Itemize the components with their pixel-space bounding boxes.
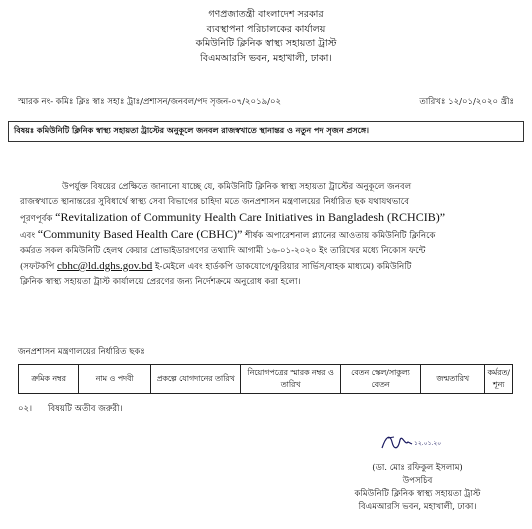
note-text: বিষয়টি অতীব জরুরী।	[48, 404, 123, 414]
subject-box: বিষয়ঃ কমিউনিটি ক্লিনিক স্বাস্থ্য সহায়তা ট্রাস্টের অনুকূলে জনবল রাজস্বখাতে স্থানান্তর ও নতুন পদ সৃজন প্রসঙ্গে।	[8, 121, 524, 142]
format-label: জনপ্রশাসন মন্ত্রণালয়ের নির্ধারিত ছকঃ	[18, 347, 145, 357]
email-link[interactable]: cbhc@ld.dghs.gov.bd	[57, 260, 153, 272]
table-header: জন্মতারিখ	[420, 365, 485, 394]
signature-graphic	[378, 430, 442, 456]
signatory-designation: উপসচিব	[402, 476, 433, 486]
letterhead	[0, 8, 532, 66]
body-text-fragment: শীর্ষক অপারেশনাল প্ল্যানের আওতায় কমিউনিটি ক্লিনিকে	[245, 231, 436, 241]
office-name: ব্যবস্থাপনা পরিচালকের কার্যালয়	[206, 23, 326, 35]
table-header: নাম ও পদবী	[79, 365, 151, 394]
table-header: বেতন স্কেল/সাকুল্য বেতন	[341, 365, 421, 394]
memo-number: স্মারক নং- কমিঃ ক্লিঃ স্বাঃ সহাঃ ট্রাঃ/প্রশাসন/জনবল/পদ সৃজন-০৭/২০১৯/০২	[18, 97, 282, 107]
table-header: ক্রমিক নম্বর	[19, 365, 79, 394]
body-line	[20, 210, 512, 227]
trust-name: কমিউনিটি ক্লিনিক স্বাস্থ্য সহায়তা ট্রাস্ট	[195, 38, 337, 49]
format-table	[18, 364, 513, 394]
table-header: প্রকল্পে যোগদানের তারিখ	[151, 365, 241, 394]
body-text-fragment: এবং	[20, 231, 36, 241]
body-line	[20, 259, 512, 275]
body-line: কর্মরত সকল কমিউনিটি হেলথ কেয়ার প্রোভাইডারগণের তথ্যাদি আগামী ১৬-০১-২০২০ ইং তারিখের মধ্যে নিকোস ফন্টে	[20, 246, 426, 256]
body-line	[20, 227, 512, 244]
signatory-block	[330, 462, 505, 514]
note-line	[18, 402, 123, 416]
handwritten-signature	[378, 430, 442, 456]
table-header: নিয়োগপত্রের স্মারক নম্বর ও তারিখ	[241, 365, 341, 394]
project-name-rchcib: “Revitalization of Community Health Care Initiatives in Bangladesh (RCHCIB)”	[55, 210, 446, 224]
signatory-org: কমিউনিটি ক্লিনিক স্বাস্থ্য সহায়তা ট্রাস্ট	[354, 489, 481, 499]
body-text-fragment: পূরণপূর্বক	[20, 214, 53, 224]
signatory-address: বিএমআরসি ভবন, মহাখালী, ঢাকা।	[358, 502, 477, 512]
govt-name: গণপ্রজাতন্ত্রী বাংলাদেশ সরকার	[208, 9, 324, 20]
note-number: ০২।	[18, 404, 33, 414]
memo-date: তারিখঃ ১২/০১/২০২০ খ্রীঃ	[419, 97, 514, 107]
letter-body	[20, 180, 512, 290]
body-text-fragment: (সফটকপি	[20, 262, 55, 272]
table-header: কর্মরত/শূন্য	[485, 365, 513, 394]
signature-date: ১২.০১.২০	[414, 440, 442, 447]
body-line: ক্লিনিক স্বাস্থ্য সহায়তা ট্রাস্ট কার্যালয়ে প্রেরণের জন্য নির্দেশক্রমে অনুরোধ করা হলো।	[20, 277, 301, 287]
body-line: রাজস্বখাতে স্থানান্তরের সুবিধার্থে স্বাস্থ্য সেবা বিভাগের চাহিদা মতে জনপ্রশাসন মন্ত্রণালয়ের নির্ধারিত ছক যথাযথভাবে	[20, 197, 409, 207]
office-address: বিএমআরসি ভবন, মহাখালী, ঢাকা।	[200, 52, 332, 64]
signatory-name: (ডা. মোঃ রফিকুল ইসলাম)	[372, 463, 463, 473]
body-text-fragment: ই-মেইলে এবং হার্ডকপি ডাকযোগে/কুরিয়ার সার্ভিস/বাহক মাধ্যমে) কমিউনিটি	[155, 262, 412, 272]
body-line: উপর্যুক্ত বিষয়ের প্রেক্ষিতে জানানো যাচ্ছে যে, কমিউনিটি ক্লিনিক স্বাস্থ্য সহায়তা ট্রাস্টের অনুকূলে জনবল	[62, 182, 412, 192]
project-name-cbhc: “Community Based Health Care (CBHC)”	[37, 227, 243, 241]
